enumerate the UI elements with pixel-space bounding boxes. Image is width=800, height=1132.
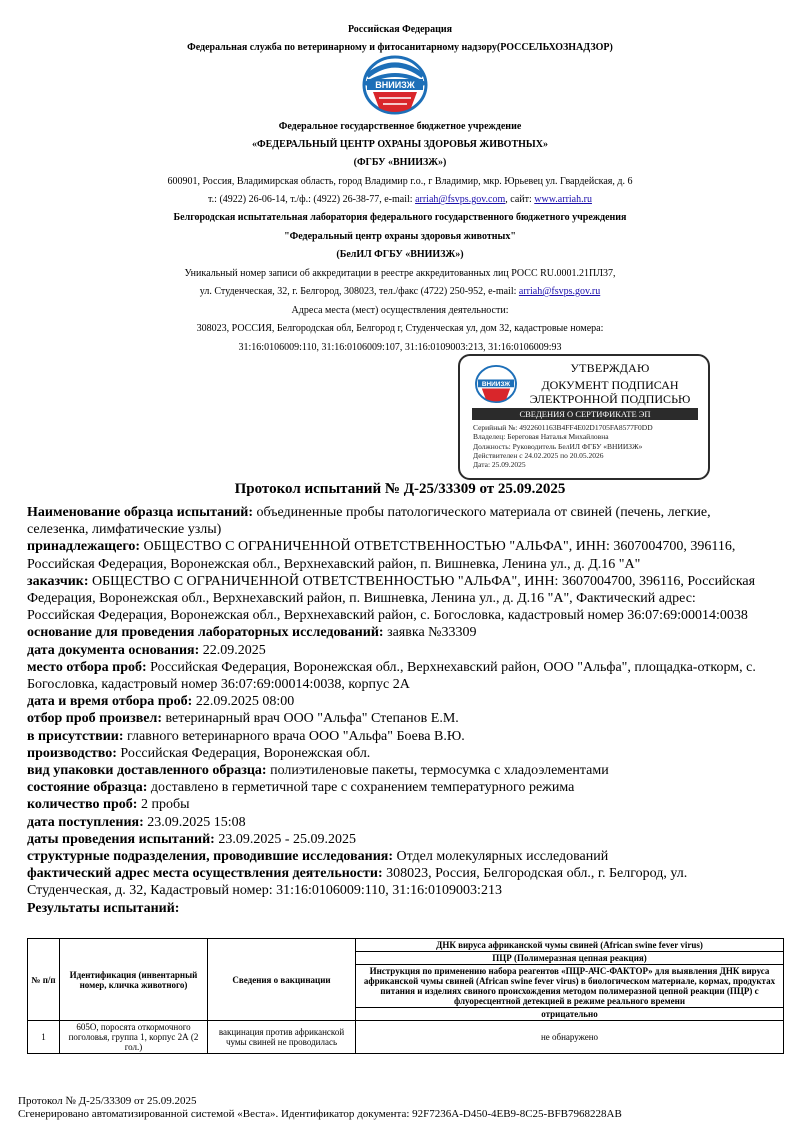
protocol-title: Протокол испытаний № Д-25/33309 от 25.09.2025 <box>234 481 566 497</box>
field-sampling-datetime <box>27 693 757 710</box>
col-header-method: ПЦР (Полимеразная цепная реакция) <box>356 952 784 965</box>
col-header-test-name: ДНК вируса африканской чумы свиней (African swine fever virus) <box>356 939 784 952</box>
field-label: дата документа основания: <box>27 642 200 658</box>
results-table <box>27 938 784 1054</box>
field-sampled-by <box>27 710 757 727</box>
field-label: Наименование образца испытаний: <box>27 505 253 520</box>
field-value: Отдел молекулярных исследований <box>393 849 609 865</box>
field-label: вид упаковки доставленного образца: <box>27 763 267 779</box>
col-header-id: Идентификация (инвентарный номер, кличка животного) <box>60 939 208 1021</box>
footer-generated: Сгенерировано автоматизированной системой «Веста». Идентификатор документа: 92F7236A-D450-4EB9-8C25-BFB7968228AB <box>18 1108 622 1120</box>
field-sampling-place <box>27 659 757 693</box>
col-header-norm: отрицательно <box>356 1008 784 1021</box>
col-header-no: № п/п <box>28 939 60 1021</box>
stamp-signed-line2: ЭЛЕКТРОННОЙ ПОДПИСЬЮ <box>529 392 691 406</box>
field-value: ветеринарный врач ООО "Альфа" Степанов Е.М. <box>161 711 459 727</box>
vniizh-logo-icon <box>361 54 429 116</box>
field-value: 23.09.2025 - 25.09.2025 <box>214 831 356 847</box>
activity-places-title: Адреса места (мест) осуществления деятельности: <box>291 305 509 316</box>
field-results-heading <box>27 900 757 917</box>
field-basis <box>27 624 757 641</box>
stamp-valid: Действителен с 24.02.2025 по 20.05.2026 <box>473 450 604 460</box>
cell-result: не обнаружено <box>356 1021 784 1054</box>
field-production <box>27 745 757 762</box>
field-value: доставлено в герметичной таре с сохранением температурного режима <box>147 780 575 796</box>
field-customer <box>27 573 757 625</box>
field-owner <box>27 538 757 572</box>
field-label: количество проб: <box>27 797 138 813</box>
lab-address <box>0 286 800 297</box>
field-value: 22.09.2025 08:00 <box>192 694 295 710</box>
field-departments <box>27 848 757 865</box>
lab-name: Белгородская испытательная лаборатория федерального государственного бюджетного учреждения <box>173 212 627 223</box>
field-label: даты проведения испытаний: <box>27 831 215 847</box>
institution-contacts <box>0 194 800 205</box>
field-value: заявка №33309 <box>383 625 477 641</box>
field-value: полиэтиленовые пакеты, термосумка с хладоэлементами <box>266 763 609 779</box>
institution-type: Федеральное государственное бюджетное учреждение <box>278 121 522 132</box>
stamp-date: Дата: 25.09.2025 <box>473 460 526 470</box>
institution-address: 600901, Россия, Владимирская область, город Владимир г.о., г Владимир, мкр. Юрьевец ул. Гвардейская, д. 6 <box>167 176 633 187</box>
field-label: основание для проведения лабораторных исследований: <box>27 625 384 641</box>
lab-abbr: (БелИЛ ФГБУ «ВНИИЗЖ») <box>336 249 464 260</box>
stamp-logo-text: ВНИИЗЖ <box>481 380 511 388</box>
stamp-signed-line1: ДОКУМЕНТ ПОДПИСАН <box>541 378 679 392</box>
field-label: в присутствии: <box>27 728 124 744</box>
field-value: ОБЩЕСТВО С ОГРАНИЧЕННОЙ ОТВЕТСТВЕННОСТЬЮ "АЛЬФА", ИНН: 3607004700, 396116, Российская Федерация, Воронежская обл., Верхнехавский район, п. Вишневка, Ленина ул., д. Д.16 "А", Фактический адрес: Российская Федерация, Воронежская обл., Верхнехавский район, с. Богословка, кадастровый номер 36:07:69:00014:0038 <box>27 573 756 624</box>
electronic-signature-stamp <box>458 354 710 480</box>
lab-email-link[interactable]: arriah@fsvps.gov.ru <box>518 286 601 297</box>
field-label: заказчик: <box>27 573 89 589</box>
contacts-email-link[interactable]: arriah@fsvps.gov.com <box>415 194 506 205</box>
field-received-date <box>27 814 757 831</box>
field-label: структурные подразделения, проводившие исследования: <box>27 849 394 865</box>
field-sample-count <box>27 796 757 813</box>
field-value: 23.09.2025 15:08 <box>143 814 246 830</box>
field-sample-name <box>27 504 757 538</box>
lab-accreditation: Уникальный номер записи об аккредитации в реестре аккредитованных лиц РОСС RU.0001.21ПЛ37, <box>184 268 616 279</box>
contacts-site-label: , сайт: <box>505 194 535 205</box>
lab-center: "Федеральный центр охраны здоровья животных" <box>284 231 516 242</box>
field-label: принадлежащего: <box>27 539 140 555</box>
stamp-cert-info <box>473 423 653 469</box>
activity-address-2: 31:16:0106009:110, 31:16:0106009:107, 31:16:0109003:213, 31:16:0106009:93 <box>238 342 562 353</box>
footer-protocol: Протокол № Д-25/33309 от 25.09.2025 <box>18 1095 197 1107</box>
activity-address-1: 308023, РОССИЯ, Белгородская обл, Белгород г, Студенческая ул, дом 32, кадастровые номера: <box>196 323 604 334</box>
field-label: Результаты испытаний: <box>27 900 180 916</box>
logo-text: ВНИИЗЖ <box>375 80 415 90</box>
field-label: фактический адрес места осуществления деятельности: <box>27 866 383 882</box>
field-actual-address <box>27 865 757 899</box>
field-label: отбор проб произвел: <box>27 711 162 727</box>
field-basis-date <box>27 642 757 659</box>
col-header-instruction: Инструкция по применению набора реагентов «ПЦР-АЧС-ФАКТОР» для выявления ДНК вируса африканской чумы свиней (African swine fever virus) в биологическом материале, кормах, продуктах питания и изделиях свиного происхождения методом полимеразной цепной реакции (ПЦР) с флуоресцентной детекцией в режиме реального времени <box>356 965 784 1008</box>
table-row <box>28 1021 784 1054</box>
cell-no: 1 <box>28 1021 60 1054</box>
field-value: 308023, Россия, Белгородская обл., г. Белгород, ул. Студенческая, д. 32, Кадастровый номер: 31:16:0106009:110, 31:16:0109003:213 <box>27 866 688 899</box>
stamp-logo-icon <box>474 364 518 404</box>
field-label: состояние образца: <box>27 780 148 796</box>
field-value: 22.09.2025 <box>199 642 266 658</box>
header-country: Российская Федерация <box>347 24 453 35</box>
table-header-row <box>28 939 784 952</box>
field-value: объединенные пробы патологического материала от свиней (печень, легкие, селезенка, лимфатические узлы) <box>27 505 711 538</box>
field-label: дата и время отбора проб: <box>27 694 193 710</box>
stamp-owner: Владелец: Береговая Наталья Михайловна <box>473 432 609 442</box>
stamp-position: Должность: Руководитель БелИЛ ФГБУ «ВНИИЗЖ» <box>473 441 643 451</box>
field-label: дата поступления: <box>27 814 144 830</box>
cell-vaccination: вакцинация против африканской чумы свиней не проводилась <box>208 1021 356 1054</box>
col-header-vaccination: Сведения о вакцинации <box>208 939 356 1021</box>
stamp-cert-header: СВЕДЕНИЯ О СЕРТИФИКАТЕ ЭП <box>472 408 698 420</box>
contacts-phones: т.: (4922) 26-06-14, т./ф.: (4922) 26-38-77, e-mail: <box>208 194 416 205</box>
stamp-signed <box>520 378 700 406</box>
field-packaging <box>27 762 757 779</box>
header-service: Федеральная служба по ветеринарному и фитосанитарному надзору(РОССЕЛЬХОЗНАДЗОР) <box>187 42 613 53</box>
field-in-presence <box>27 728 757 745</box>
field-value: ОБЩЕСТВО С ОГРАНИЧЕННОЙ ОТВЕТСТВЕННОСТЬЮ "АЛЬФА", ИНН: 3607004700, 396116, Российская Федерация, Воронежская обл., Верхнехавский район, п. Вишневка, Ленина ул., д. Д.16 "А" <box>27 539 736 572</box>
field-sample-state <box>27 779 757 796</box>
stamp-serial: Серийный №: 4922601163B4FF4E02D1705FA8577F0DD <box>473 423 653 432</box>
field-label: производство: <box>27 745 117 761</box>
contacts-site-link[interactable]: www.arriah.ru <box>534 194 592 205</box>
field-test-dates <box>27 831 757 848</box>
protocol-fields <box>27 504 757 917</box>
field-value: Российская Федерация, Воронежская обл., Верхнехавский район, ООО "Альфа", площадка-откорм, с. Богословка, кадастровый номер 36:07:69:00014:0038, корпус 2А <box>27 659 756 693</box>
stamp-approve: УТВЕРЖДАЮ <box>570 361 650 375</box>
field-label: место отбора проб: <box>27 659 147 675</box>
institution-name: «ФЕДЕРАЛЬНЫЙ ЦЕНТР ОХРАНЫ ЗДОРОВЬЯ ЖИВОТНЫХ» <box>252 139 548 150</box>
field-value: главного ветеринарного врача ООО "Альфа" Боева В.Ю. <box>123 728 465 744</box>
field-value: 2 пробы <box>137 797 190 813</box>
field-value: Российская Федерация, Воронежская обл. <box>116 745 371 761</box>
lab-address-text: ул. Студенческая, 32, г. Белгород, 308023, тел./факс (4722) 250-952, e-mail: <box>199 286 519 297</box>
cell-id: 605О, поросята откормочного поголовья, группа 1, корпус 2А (2 гол.) <box>60 1021 208 1054</box>
institution-abbr: (ФГБУ «ВНИИЗЖ») <box>353 157 447 168</box>
